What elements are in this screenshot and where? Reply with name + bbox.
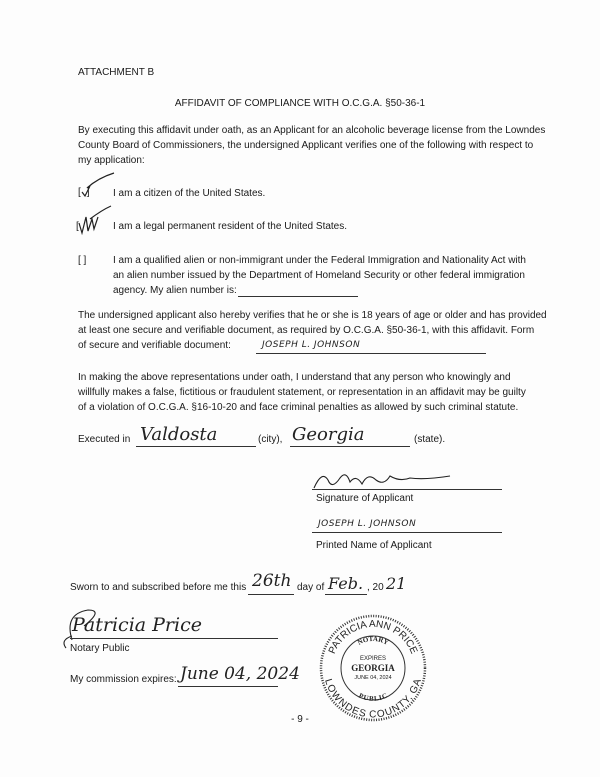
oath-line: willfully makes a false, fictitious or fraudulent statement, or representation in an affidavit may be guilty [78,387,526,398]
checkmark-icon [78,172,118,200]
printed-name-label: Printed Name of Applicant [316,540,432,551]
seal-date: JUNE 04, 2024 [354,675,392,681]
commission-value[interactable]: June 04, 2024 [180,664,300,684]
seal-county: LOWNDES COUNTY, GA [322,677,424,721]
notary-seal [318,613,428,723]
month-line [325,594,367,595]
city-line [136,446,256,447]
seal-notary: NOTARY [356,634,390,647]
intro-line: By executing this affidavit under oath, as an Applicant for an alcoholic beverage license from the Lowndes [78,125,546,136]
day-line [248,594,294,595]
city-value[interactable]: Valdosta [140,424,218,445]
printed-name-line [312,532,502,533]
year-value[interactable]: 21 [386,574,407,593]
city-label: (city), [258,434,283,445]
notary-label: Notary Public [70,643,130,654]
signature-label: Signature of Applicant [316,493,414,504]
seal-state: GEORGIA [351,663,395,673]
oath-line: of a violation of O.C.G.A. §16-10-20 and face criminal penalties as allowed by such criminal statute. [78,402,519,413]
seal-public: PUBLIC [357,691,389,703]
option-alien: I am a qualified alien or non-immigrant under the Federal Immigration and Nationality Act with [113,255,526,266]
age-line: The undersigned applicant also hereby verifies that he or she is 18 years of age or older and has provided [78,310,547,321]
page-number: - 9 - [291,714,309,725]
resident-checkbox[interactable]: [ [76,221,79,232]
state-label: (state). [414,434,446,445]
intro-line: County Board of Commissioners, the undersigned Applicant verifies one of the following with respect to [78,140,534,151]
alien-number-field[interactable] [238,296,358,297]
day-of-label: day of [297,582,325,593]
option-alien: agency. My alien number is: [113,285,237,296]
commission-line [178,686,278,687]
seal-name: PATRICIA ANN PRICE [326,618,420,656]
citizen-checkbox[interactable]: [ ] [78,187,90,198]
age-line: of secure and verifiable document: [78,340,231,351]
document-field-line [256,353,486,354]
attachment-label: ATTACHMENT B [78,67,155,78]
option-resident: I am a legal permanent resident of the United States. [113,221,348,232]
strike-scribble-icon [76,205,116,235]
executed-label: Executed in [78,434,131,445]
year-prefix: , 20 [367,582,384,593]
option-alien: an alien number issued by the Department of Homeland Security or other federal immigration [113,270,525,281]
day-value[interactable]: 26th [252,571,292,591]
oath-line: In making the above representations under oath, I understand that any person who knowingly and [78,372,511,383]
seal-expires: EXPIRES [359,656,387,662]
option-citizen: I am a citizen of the United States. [113,188,266,199]
sworn-label: Sworn to and subscribed before me this [70,582,247,593]
applicant-signature [310,468,460,494]
age-line: at least one secure and verifiable document, as required by O.C.G.A. §50-36-1, with this affidavit. Form [78,325,535,336]
commission-label: My commission expires: [70,674,177,685]
month-value[interactable]: Feb. [328,574,364,593]
document-field-value[interactable]: JOSEPH L. JOHNSON [262,340,361,350]
state-line [290,446,410,447]
signature-line [312,489,502,490]
alien-checkbox[interactable]: [ ] [78,255,87,266]
notary-signature-line [70,638,278,639]
notary-signature: Patricia Price [72,614,202,636]
state-value[interactable]: Georgia [292,424,365,445]
printed-name-value[interactable]: JOSEPH L. JOHNSON [318,519,417,529]
document-title: AFFIDAVIT OF COMPLIANCE WITH O.C.G.A. §50-36-1 [174,98,426,109]
intro-line: my application: [78,155,145,166]
